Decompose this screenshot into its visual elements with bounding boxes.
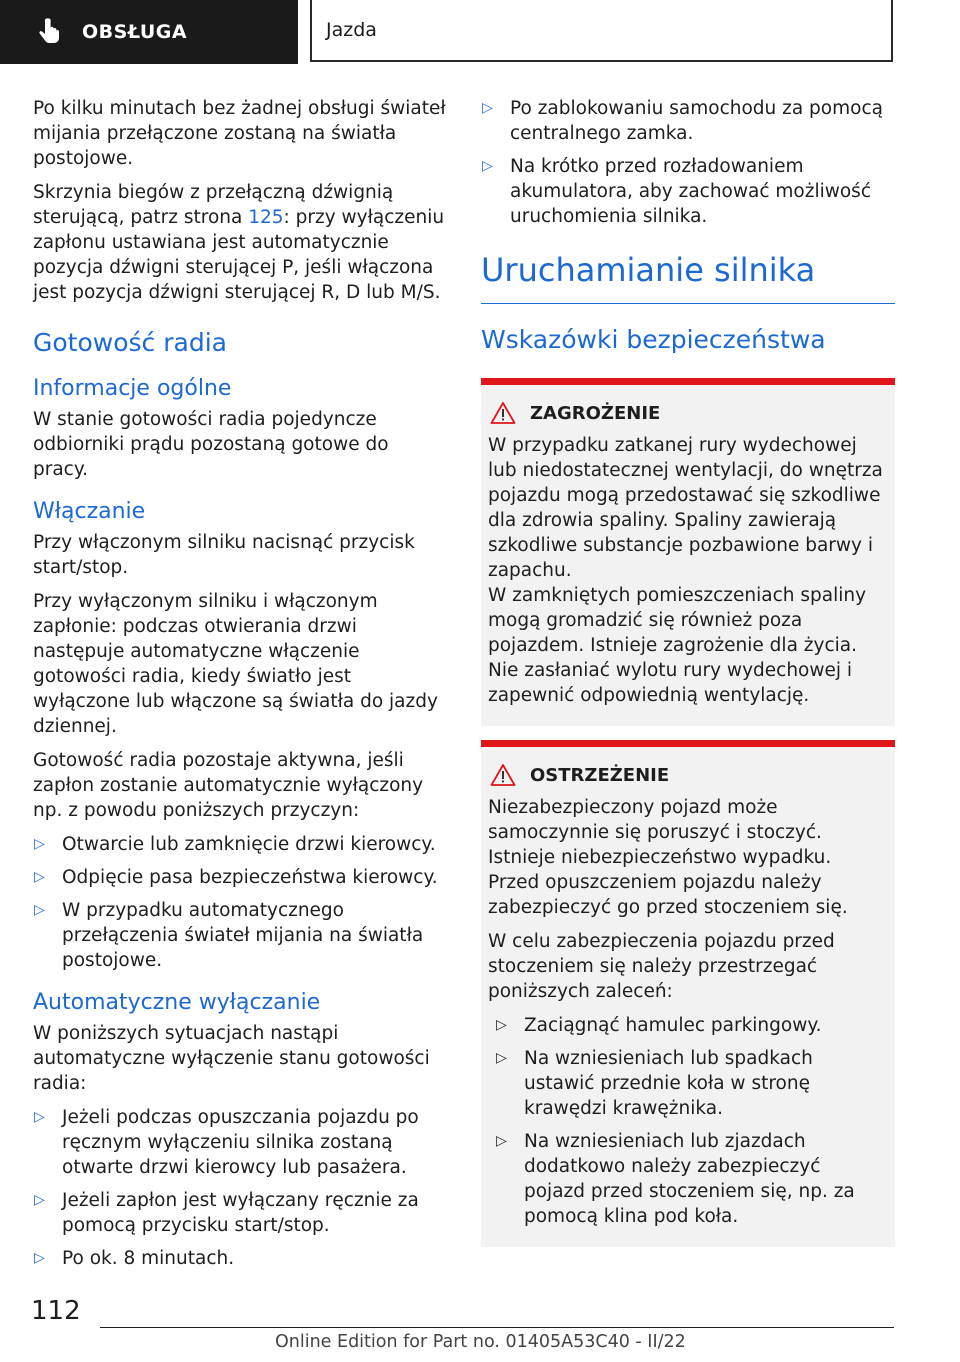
subheading-on: Włączanie	[33, 499, 146, 524]
warning-header	[488, 763, 887, 787]
list-item	[488, 1129, 887, 1229]
warning-triangle-icon	[490, 763, 516, 787]
paragraph-text: : przy wyłączeniu zapłonu ustawiana jest automatycznie pozycja dźwigni sterującej P, jeśli włączona jest pozycja dźwigni sterującej R, D lub M/S.	[33, 207, 445, 303]
list-item	[33, 1246, 449, 1271]
triangle-bullet-icon: ▷	[34, 869, 45, 885]
triangle-bullet-icon: ▷	[34, 1109, 45, 1125]
paragraph: W stanie gotowości radia pojedyncze odbiorniki prądu pozostaną gotowe do pracy.	[33, 409, 389, 480]
triangle-bullet-icon: ▷	[496, 1017, 507, 1033]
list-item	[488, 1046, 887, 1121]
danger-title: ZAGROŻENIE	[530, 402, 661, 424]
header-chapter-tab	[310, 0, 893, 62]
heading-divider	[481, 303, 895, 304]
right-column	[481, 96, 895, 1261]
section-heading-safety: Wskazówki bezpieczeństwa	[481, 325, 826, 354]
list-item-text: Otwarcie lub zamknięcie drzwi kierowcy.	[62, 834, 436, 855]
bullet-list	[33, 1105, 449, 1271]
major-heading-engine-start: Uruchamianie silnika	[481, 251, 816, 289]
triangle-bullet-icon: ▷	[34, 1250, 45, 1266]
warning-text: W celu zabezpieczenia pojazdu przed stoczeniem się należy przestrzegać poniższych zaleceń:	[488, 931, 835, 1002]
left-column	[33, 96, 449, 1280]
bullet-list	[33, 832, 449, 973]
paragraph: W poniższych sytuacjach nastąpi automatyczne wyłączenie stanu gotowości radia:	[33, 1023, 430, 1094]
header-section-tab	[0, 0, 298, 64]
paragraph	[33, 180, 449, 305]
danger-header	[488, 401, 887, 425]
list-item-text: W przypadku automatycznego przełączenia świateł mijania na światła postojowe.	[62, 900, 424, 971]
header-chapter-title: Jazda	[326, 19, 377, 41]
danger-text: W zamkniętych pomieszczeniach spaliny mogą gromadzić się również poza pojazdem. Istnieje zagrożenie dla życia. Nie zasłaniać wylotu rury wydechowej i zapewnić odpowiednią wentylację.	[488, 585, 867, 706]
danger-box	[481, 378, 895, 726]
triangle-bullet-icon: ▷	[496, 1050, 507, 1066]
list-item-text: Na wzniesieniach lub zjazdach dodatkowo należy zabezpieczyć pojazd przed stoczeniem się, np. za pomocą klina pod koła.	[524, 1131, 855, 1227]
list-item	[33, 1188, 449, 1238]
paragraph: Przy włączonym silniku nacisnąć przycisk start/stop.	[33, 532, 415, 578]
page-number: 112	[31, 1296, 81, 1326]
page-reference-link[interactable]: 125	[248, 207, 284, 228]
paragraph-text: Skrzynia biegów z przełączną dźwignią sterującą, patrz strona	[33, 182, 394, 228]
list-item-text: Na wzniesieniach lub spadkach ustawić przednie koła w stronę krawędzi krawężnika.	[524, 1048, 813, 1119]
paragraph: Gotowość radia pozostaje aktywna, jeśli zapłon zostanie automatycznie wyłączony np. z powodu poniższych przyczyn:	[33, 750, 424, 821]
subheading-general: Informacje ogólne	[33, 376, 232, 401]
bullet-list	[481, 96, 895, 229]
hand-pointer-icon	[34, 17, 64, 47]
triangle-bullet-icon: ▷	[34, 902, 45, 918]
subheading-auto-off: Automatyczne wyłączanie	[33, 990, 321, 1015]
list-item-text: Po zablokowaniu samochodu za pomocą centralnego zamka.	[510, 98, 883, 144]
triangle-bullet-icon: ▷	[482, 100, 493, 116]
header-section-title: OBSŁUGA	[82, 21, 188, 43]
list-item	[481, 96, 895, 146]
list-item-text: Odpięcie pasa bezpieczeństwa kierowcy.	[62, 867, 438, 888]
list-item-text: Jeżeli zapłon jest wyłączany ręcznie za pomocą przycisku start/stop.	[62, 1190, 419, 1236]
warning-text: Niezabezpieczony pojazd może samoczynnie się poruszyć i stoczyć. Istnieje niebezpieczeństwo wypadku. Przed opuszczeniem pojazdu należy zabezpieczyć go przed stoczeniem się.	[488, 797, 848, 918]
list-item	[33, 865, 449, 890]
danger-text: W przypadku zatkanej rury wydechowej lub niedostatecznej wentylacji, do wnętrza pojazdu mogą przedostawać się szkodliwe dla zdrowia spaliny. Spaliny zawierają szkodliwe substancje pozbawione barwy i zapachu.	[488, 435, 883, 581]
section-heading-radio: Gotowość radia	[33, 328, 227, 357]
list-item	[33, 898, 449, 973]
list-item	[33, 1105, 449, 1180]
triangle-bullet-icon: ▷	[34, 1192, 45, 1208]
paragraph: Przy wyłączonym silniku i włączonym zapłonie: podczas otwierania drzwi następuje automatyczne włączenie gotowości radia, kiedy światło jest wyłączone lub włączone są światła do jazdy dziennej.	[33, 591, 438, 737]
footer-divider	[100, 1327, 894, 1328]
bullet-list	[488, 1013, 887, 1229]
list-item	[488, 1013, 887, 1038]
triangle-bullet-icon: ▷	[34, 836, 45, 852]
list-item-text: Na krótko przed rozładowaniem akumulatora, aby zachować możliwość uruchomienia silnika.	[510, 156, 871, 227]
triangle-bullet-icon: ▷	[496, 1133, 507, 1149]
triangle-bullet-icon: ▷	[482, 158, 493, 174]
paragraph: Po kilku minutach bez żadnej obsługi świateł mijania przełączone zostaną na światła postojowe.	[33, 98, 446, 169]
list-item	[481, 154, 895, 229]
footer-edition: Online Edition for Part no. 01405A53C40 - II/22	[275, 1332, 686, 1352]
list-item-text: Jeżeli podczas opuszczania pojazdu po ręcznym wyłączeniu silnika zostaną otwarte drzwi kierowcy lub pasażera.	[62, 1107, 419, 1178]
list-item	[33, 832, 449, 857]
warning-triangle-icon	[490, 401, 516, 425]
warning-box	[481, 740, 895, 1247]
list-item-text: Zaciągnąć hamulec parkingowy.	[524, 1015, 822, 1036]
list-item-text: Po ok. 8 minutach.	[62, 1248, 235, 1269]
warning-title: OSTRZEŻENIE	[530, 764, 670, 786]
